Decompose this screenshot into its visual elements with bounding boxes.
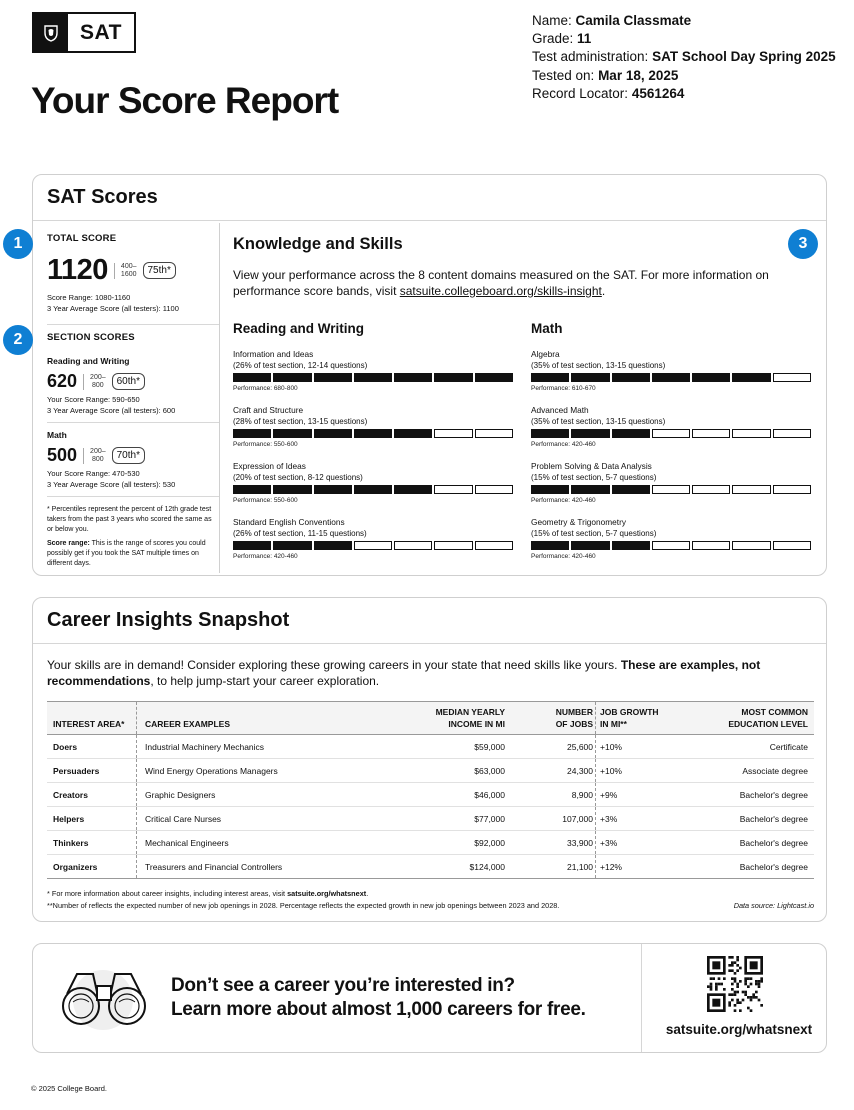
interest-area-cell: Creators xyxy=(47,783,137,806)
bar-segment-filled xyxy=(314,429,352,438)
bar-segment-filled xyxy=(233,373,271,382)
skill-name: Expression of Ideas xyxy=(233,461,306,471)
column-title: Math xyxy=(531,321,563,336)
whatsnext-link[interactable]: satsuite.org/whatsnext xyxy=(287,889,367,898)
bar-segment-filled xyxy=(354,429,392,438)
bar-segment-filled xyxy=(571,485,609,494)
skill-meta: (35% of test section, 13-15 questions) xyxy=(531,361,666,370)
bar-segment-empty xyxy=(475,541,513,550)
section-score-math xyxy=(47,445,219,466)
growth-cell: +10% xyxy=(595,735,665,758)
bar-segment-empty xyxy=(394,541,432,550)
interest-area-cell: Doers xyxy=(47,735,137,758)
qr-code-icon[interactable] xyxy=(707,956,763,1012)
bar-segment-filled xyxy=(531,485,569,494)
skill-item xyxy=(233,349,515,392)
logo-text: SAT xyxy=(80,20,122,44)
sat-scores-card xyxy=(13,174,827,576)
bar-segment-filled xyxy=(233,485,271,494)
bar-segment-filled xyxy=(314,541,352,550)
section-score-value: 620 xyxy=(47,371,78,391)
performance-range: Performance: 420-460 xyxy=(531,441,596,448)
performance-bars xyxy=(531,373,813,382)
total-avg: 3 Year Average Score (all testers): 1100 xyxy=(47,303,179,313)
col-education: MOST COMMON EDUCATION LEVEL xyxy=(728,707,808,729)
total-score-range: Score Range: 1080-1160 xyxy=(47,293,131,302)
score-range-note: Score range: This is the range of scores you could possibly get if you took the SAT multiple times on different days. xyxy=(47,540,206,567)
total-percentile: 75th* xyxy=(143,262,176,279)
bar-segment-filled xyxy=(732,373,770,382)
total-score-label: TOTAL SCORE xyxy=(47,233,117,244)
bar-segment-empty xyxy=(773,429,811,438)
bar-segment-filled xyxy=(612,373,650,382)
section-score-range: Your Score Range: 590-650 xyxy=(47,395,140,404)
note-2: **Number of reflects the expected number of new job openings in 2028. Percentage reflects the expected growth in new job openings between 2023 and 2028. xyxy=(47,901,560,910)
performance-bars xyxy=(233,485,515,494)
bar-segment-filled xyxy=(612,485,650,494)
education-cell: Bachelor's degree xyxy=(739,813,808,824)
growth-cell: +3% xyxy=(595,807,665,830)
skill-item xyxy=(233,461,515,504)
bar-segment-filled xyxy=(314,485,352,494)
career-notes xyxy=(47,888,814,912)
bar-segment-filled xyxy=(692,373,730,382)
jobs-cell: 21,100 xyxy=(567,861,593,872)
jobs-cell: 8,900 xyxy=(571,789,593,800)
growth-cell: +10% xyxy=(595,759,665,782)
section-percentile: 70th* xyxy=(112,447,145,464)
career-example-cell: Wind Energy Operations Managers xyxy=(145,765,278,776)
bar-segment-filled xyxy=(233,541,271,550)
skill-name: Standard English Conventions xyxy=(233,517,345,527)
bar-segment-empty xyxy=(434,485,472,494)
skill-name: Advanced Math xyxy=(531,405,589,415)
career-example-cell: Critical Care Nurses xyxy=(145,813,222,824)
divider xyxy=(47,422,219,423)
performance-range: Performance: 550-600 xyxy=(233,497,298,504)
career-example-cell: Industrial Machinery Mechanics xyxy=(145,741,265,752)
skill-meta: (20% of test section, 8-12 questions) xyxy=(233,473,363,482)
section-scores-label: SECTION SCORES xyxy=(47,332,135,343)
bar-segment-filled xyxy=(531,373,569,382)
sat-logo xyxy=(32,12,136,53)
divider xyxy=(47,496,219,497)
table-row xyxy=(47,807,814,831)
jobs-cell: 25,600 xyxy=(567,741,593,752)
performance-range: Performance: 420-460 xyxy=(531,497,596,504)
bar-segment-filled xyxy=(571,429,609,438)
badge-3: 3 xyxy=(788,229,818,259)
bar-segment-empty xyxy=(692,429,730,438)
career-intro: Your skills are in demand! Consider exploring these growing careers in your state that need skills like yours. These are examples, not recommendations, to help jump-start your career exploration. xyxy=(47,658,761,688)
bar-segment-empty xyxy=(652,541,690,550)
bar-segment-empty xyxy=(434,541,472,550)
note-1: * For more information about career insights, including interest areas, visit satsuite.org/whatsnext. xyxy=(47,889,369,898)
skill-meta: (15% of test section, 5-7 questions) xyxy=(531,473,657,482)
bar-segment-filled xyxy=(394,373,432,382)
income-cell: $124,000 xyxy=(469,861,505,872)
student-info xyxy=(532,12,836,103)
bar-segment-filled xyxy=(394,485,432,494)
total-score-value: 1120 xyxy=(47,254,108,286)
bar-segment-filled xyxy=(233,429,271,438)
math-column xyxy=(531,321,813,560)
performance-range: Performance: 420-460 xyxy=(531,553,596,560)
bar-segment-empty xyxy=(692,541,730,550)
section-score-rw xyxy=(47,371,219,392)
career-insights-card xyxy=(32,597,827,922)
section-percentile: 60th* xyxy=(112,373,145,390)
knowledge-description: View your performance across the 8 content domains measured on the SAT. For more information on performance score bands, visit satsuite.collegeboard.org/skills-insight. xyxy=(233,268,769,298)
skill-item xyxy=(531,517,813,560)
reading-writing-column xyxy=(233,321,515,560)
skill-item xyxy=(233,405,515,448)
bar-segment-filled xyxy=(394,429,432,438)
table-row xyxy=(47,783,814,807)
bar-segment-empty xyxy=(354,541,392,550)
bar-segment-empty xyxy=(475,485,513,494)
skill-name: Craft and Structure xyxy=(233,405,304,415)
bar-segment-empty xyxy=(434,429,472,438)
section-name-rw: Reading and Writing xyxy=(47,356,130,366)
skill-item xyxy=(531,405,813,448)
career-example-cell: Mechanical Engineers xyxy=(145,837,229,848)
bar-segment-empty xyxy=(475,429,513,438)
bar-segment-filled xyxy=(612,429,650,438)
education-cell: Bachelor's degree xyxy=(739,837,808,848)
skill-meta: (26% of test section, 11-15 questions) xyxy=(233,529,367,538)
badge-2: 2 xyxy=(3,325,33,355)
bar-segment-empty xyxy=(732,541,770,550)
bar-segment-empty xyxy=(652,429,690,438)
bar-segment-filled xyxy=(612,541,650,550)
student-info-row: Name: Camila Classmate xyxy=(532,13,692,28)
bar-segment-filled xyxy=(475,373,513,382)
income-cell: $59,000 xyxy=(474,741,505,752)
section-name-math: Math xyxy=(47,430,67,440)
section-avg: 3 Year Average Score (all testers): 600 xyxy=(47,405,176,415)
education-cell: Bachelor's degree xyxy=(739,861,808,872)
jobs-cell: 24,300 xyxy=(567,765,593,776)
column-divider xyxy=(219,223,220,573)
performance-range: Performance: 680-800 xyxy=(233,385,298,392)
section-score-range: Your Score Range: 470-530 xyxy=(47,469,140,478)
growth-cell: +12% xyxy=(595,855,665,878)
bar-segment-filled xyxy=(652,373,690,382)
bar-segment-empty xyxy=(773,373,811,382)
col-interest-area: INTEREST AREA* xyxy=(47,702,137,734)
bar-segment-filled xyxy=(273,485,311,494)
col-income: MEDIAN YEARLY INCOME IN MI xyxy=(435,707,505,729)
bar-segment-empty xyxy=(773,541,811,550)
section-score-scale: 200– 800 xyxy=(83,374,106,390)
student-info-row: Tested on: Mar 18, 2025 xyxy=(532,67,679,83)
acorn-shield-icon xyxy=(34,14,68,51)
performance-range: Performance: 550-600 xyxy=(233,441,298,448)
skill-name: Geometry & Trigonometry xyxy=(531,517,626,527)
bar-segment-empty xyxy=(652,485,690,494)
bar-segment-filled xyxy=(273,373,311,382)
education-cell: Certificate xyxy=(769,741,808,752)
performance-bars xyxy=(233,429,515,438)
bar-segment-filled xyxy=(434,373,472,382)
table-header xyxy=(47,701,814,735)
bar-segment-filled xyxy=(571,373,609,382)
education-cell: Associate degree xyxy=(742,765,808,776)
skill-meta: (35% of test section, 13-15 questions) xyxy=(531,417,666,426)
interest-area-cell: Organizers xyxy=(47,855,137,878)
skill-item xyxy=(531,349,813,392)
income-cell: $63,000 xyxy=(474,765,505,776)
career-example-cell: Treasurers and Financial Controllers xyxy=(145,861,283,872)
score-column xyxy=(47,233,219,569)
performance-bars xyxy=(531,485,813,494)
skill-meta: (28% of test section, 13-15 questions) xyxy=(233,417,368,426)
skill-meta: (26% of test section, 12-14 questions) xyxy=(233,361,368,370)
income-cell: $77,000 xyxy=(474,813,505,824)
interest-area-cell: Thinkers xyxy=(47,831,137,854)
section-avg: 3 Year Average Score (all testers): 530 xyxy=(47,479,176,489)
col-growth: JOB GROWTH IN MI** xyxy=(595,702,665,734)
table-row xyxy=(47,759,814,783)
badge-1: 1 xyxy=(3,229,33,259)
promo-card xyxy=(32,943,827,1053)
performance-range: Performance: 610-670 xyxy=(531,385,596,392)
skill-name: Information and Ideas xyxy=(233,349,314,359)
card-title: SAT Scores xyxy=(33,175,826,221)
total-score-scale: 400– 1600 xyxy=(114,263,137,279)
skill-meta: (15% of test section, 5-7 questions) xyxy=(531,529,657,538)
bar-segment-filled xyxy=(571,541,609,550)
performance-range: Performance: 420-460 xyxy=(233,553,298,560)
binoculars-icon xyxy=(51,962,157,1034)
skill-item xyxy=(233,517,515,560)
interest-area-cell: Helpers xyxy=(47,807,137,830)
skill-name: Algebra xyxy=(531,349,560,359)
table-row xyxy=(47,855,814,879)
bar-segment-filled xyxy=(531,429,569,438)
bar-segment-filled xyxy=(273,429,311,438)
growth-cell: +9% xyxy=(595,783,665,806)
bar-segment-filled xyxy=(354,485,392,494)
promo-url[interactable]: satsuite.org/whatsnext xyxy=(665,1022,813,1037)
student-info-row: Record Locator: 4561264 xyxy=(532,85,685,101)
page-title: Your Score Report xyxy=(31,80,339,121)
jobs-cell: 33,900 xyxy=(567,837,593,848)
promo-text: Don’t see a career you’re interested in? Learn more about almost 1,000 careers for free. xyxy=(171,975,586,1020)
bar-segment-empty xyxy=(732,485,770,494)
skill-item xyxy=(531,461,813,504)
col-jobs: NUMBER OF JOBS xyxy=(555,707,593,729)
bar-segment-empty xyxy=(732,429,770,438)
copyright: © 2025 College Board. xyxy=(31,1084,107,1093)
career-example-cell: Graphic Designers xyxy=(145,789,216,800)
performance-bars xyxy=(531,541,813,550)
bar-segment-filled xyxy=(354,373,392,382)
skill-name: Problem Solving & Data Analysis xyxy=(531,461,652,471)
student-info-row: Test administration: SAT School Day Spring 2025 xyxy=(532,49,836,65)
growth-cell: +3% xyxy=(595,831,665,854)
interest-area-cell: Persuaders xyxy=(47,759,137,782)
table-body xyxy=(47,735,814,879)
performance-bars xyxy=(531,429,813,438)
promo-divider xyxy=(641,944,642,1052)
col-career-examples: CAREER EXAMPLES xyxy=(145,719,231,729)
knowledge-title: Knowledge and Skills xyxy=(233,235,403,253)
income-cell: $46,000 xyxy=(474,789,505,800)
divider xyxy=(47,324,219,325)
card-title: Career Insights Snapshot xyxy=(33,598,826,644)
bar-segment-filled xyxy=(273,541,311,550)
student-info-row: Grade: 11 xyxy=(532,31,592,47)
bar-segment-filled xyxy=(314,373,352,382)
performance-bars xyxy=(233,541,515,550)
percentile-note: * Percentiles represent the percent of 12th grade test takers from the past 3 years who scored the same as or below you. xyxy=(47,506,212,533)
bar-segment-empty xyxy=(773,485,811,494)
section-score-scale: 200– 800 xyxy=(83,448,106,464)
education-cell: Bachelor's degree xyxy=(739,789,808,800)
total-score xyxy=(47,254,219,287)
table-row xyxy=(47,735,814,759)
section-score-value: 500 xyxy=(47,445,78,465)
income-cell: $92,000 xyxy=(474,837,505,848)
career-table xyxy=(47,701,814,879)
table-row xyxy=(47,831,814,855)
performance-bars xyxy=(233,373,515,382)
bar-segment-empty xyxy=(692,485,730,494)
bar-segment-filled xyxy=(531,541,569,550)
jobs-cell: 107,000 xyxy=(562,813,593,824)
skills-insight-link[interactable]: satsuite.collegeboard.org/skills-insight xyxy=(399,284,602,298)
data-source: Data source: Lightcast.io xyxy=(733,901,814,910)
column-title: Reading and Writing xyxy=(233,321,364,336)
